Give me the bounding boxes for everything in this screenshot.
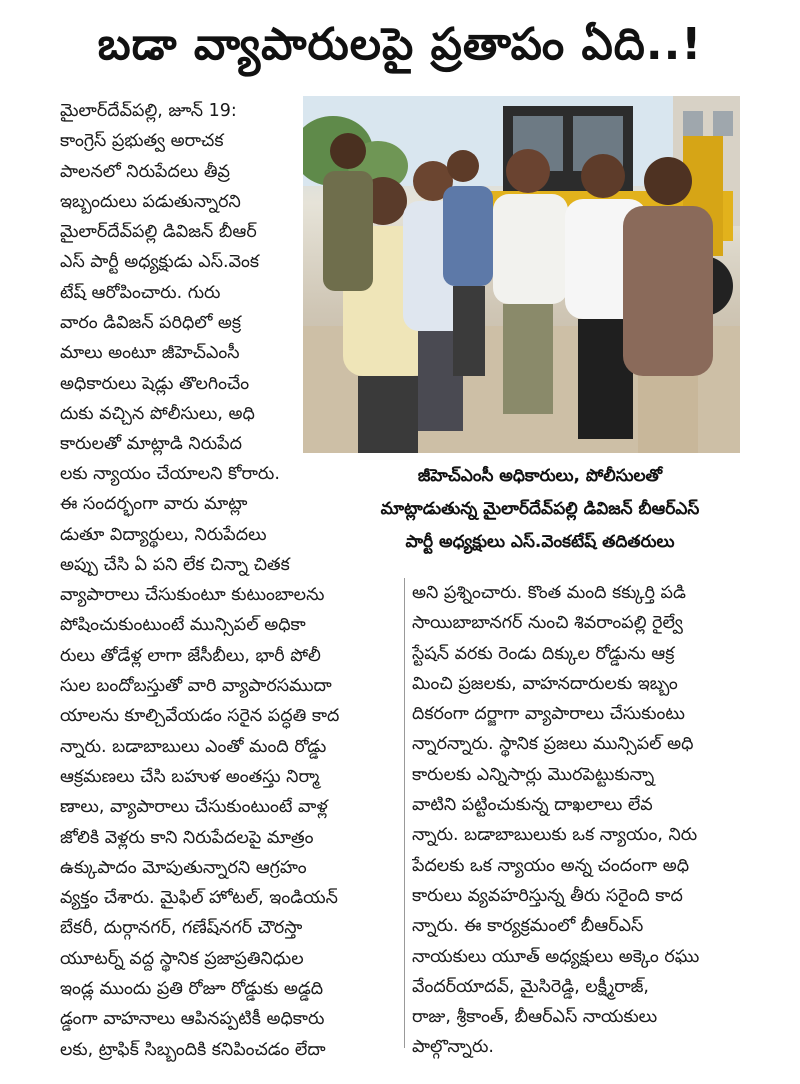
- article-line: సుల బందోబస్తుతో వారి వ్యాపారసముదా: [60, 676, 332, 697]
- article-line: మైలార్‌దేవ్‌పల్లి, జూన్ 19:: [60, 101, 237, 121]
- caption-line: పార్టీ అధ్యక్షులు ఎస్.వెంకటేష్ తదితరులు: [405, 532, 675, 552]
- article-column-right: [412, 578, 742, 1063]
- article-line: వారం డివిజన్ పరిధిలో అక్ర: [60, 313, 242, 334]
- article-line: అప్పు చేసి ఏ పని లేక చిన్నా చితక: [60, 554, 290, 575]
- caption-line: మాట్లాడుతున్న మైలార్‌దేవ్‌పల్లి డివిజన్ బీఆర్ఎస్: [380, 499, 700, 519]
- article-line: కాంగ్రెస్ ప్రభుత్వ అరాచక: [60, 131, 224, 152]
- article-line: ఇబ్బందులు పడుతున్నారని: [60, 191, 241, 212]
- headline: బడా వ్యాపారులపై ప్రతాపం ఏది..!: [97, 19, 703, 70]
- article-line: బేకరీ, దుర్గానగర్, గణేష్‌నగర్ చౌరస్తా: [60, 918, 303, 939]
- article-line: దికరంగా దర్జాగా వ్యాపారాలు చేసుకుంటు: [412, 704, 685, 725]
- article-line: వేందర్‌యాదవ్, మైసిరెడ్డి, లక్ష్మీరాజ్,: [412, 976, 649, 997]
- article-line: మాలు అంటూ జీహెచ్ఎంసీ: [60, 343, 240, 364]
- article-line: పాల్గొన్నారు.: [412, 1037, 494, 1058]
- article-line: రాజు, శ్రీకాంత్, బీఆర్ఎస్ నాయకులు: [412, 1007, 658, 1028]
- article-line: జోలికి వెళ్లరు కాని నిరుపేదలపై మాత్రం: [60, 827, 314, 848]
- article-line: వ్యక్తం చేశారు. మైఫిల్ హోటల్, ఇండియన్: [60, 888, 338, 909]
- article-line: న్నారు. బడాబాబులు ఎంతో మంది రోడ్డు: [60, 736, 327, 757]
- article-line: నాయకులు యూత్ అధ్యక్షులు అక్కెం రఘు: [412, 946, 700, 967]
- article-line: మైలార్‌దేవ్‌పల్లి డివిజన్ బీఆర్: [60, 222, 257, 243]
- article-line: డుతూ విద్యార్థులు, నిరుపేదలు: [60, 524, 267, 545]
- article-line: సాయిబాబానగర్ నుంచి శివరాంపల్లి రైల్వే: [412, 613, 683, 634]
- article-line: అని ప్రశ్నించారు. కొంత మంది కక్కుర్తి పడి: [412, 583, 686, 603]
- article-line: దుకు వచ్చిన పోలీసులు, అధి: [60, 403, 255, 424]
- article-line: డ్డంగా వాహనాలు ఆపినప్పటికీ అధికారు: [60, 1009, 325, 1030]
- article-line: పాలనలో నిరుపేదలు తీవ్ర: [60, 161, 230, 182]
- article-line: యూటర్న్ వద్ద స్థానిక ప్రజాప్రతినిధుల: [60, 948, 304, 969]
- article-line: న్నారు. ఈ కార్యక్రమంలో బీఆర్ఎస్: [412, 916, 644, 937]
- article-line: న్నారు. బడాబాబులుకు ఒక న్యాయం, నిరు: [412, 825, 698, 846]
- article-line: ఈ సందర్భంగా వారు మాట్లా: [60, 494, 248, 515]
- article-line: ణాలు, వ్యాపారాలు చేసుకుంటుంటే వాళ్ల: [60, 797, 328, 818]
- caption-line: జీహెచ్ఎంసీ అధికారులు, పోలీసులతో: [417, 466, 663, 486]
- article-line: వాటిని పట్టించుకున్న దాఖలాలు లేవ: [412, 795, 653, 816]
- article-column-left-top: [60, 96, 298, 460]
- photo-caption: [340, 460, 740, 559]
- article-line: లకు, ట్రాఫిక్ సిబ్బందికి కనిపించడం లేదా: [60, 1039, 326, 1060]
- article-line: కారులకు ఎన్నిసార్లు మొరపెట్టుకున్నా: [412, 764, 655, 785]
- article-line: ఉక్కుపాదం మోపుతున్నారని ఆగ్రహం: [60, 857, 307, 878]
- article-line: న్నారన్నారు. స్థానిక ప్రజలు మున్సిపల్ అధి: [412, 734, 694, 755]
- article-line: పోషించుకుంటుంటే మున్సిపల్ అధికా: [60, 615, 306, 636]
- column-divider: [404, 578, 405, 1048]
- article-line: ఎస్ పార్టీ అధ్యక్షుడు ఎస్.వెంక: [60, 252, 260, 273]
- article-line: మించి ప్రజలకు, వాహనదారులకు ఇబ్బం: [412, 673, 678, 694]
- article-line: లకు న్యాయం చేయాలని కోరారు.: [60, 464, 280, 484]
- article-line: వ్యాపారాలు చేసుకుంటూ కుటుంబాలను: [60, 585, 325, 606]
- article-line: యాలను కూల్చివేయడం సరైన పద్ధతి కాద: [60, 706, 340, 727]
- article-line: ఆక్రమణలు చేసి బహుళ అంతస్తు నిర్మా: [60, 766, 320, 787]
- article-line: కారులతో మాట్లాడి నిరుపేద: [60, 434, 242, 455]
- article-line: అధికారులు షెడ్లు తొలగించేం: [60, 373, 250, 394]
- article-line: రులు తోడేళ్ల లాగా జేసీబీలు, భారీ పోలీ: [60, 645, 321, 666]
- article-line: స్టేషన్ వరకు రెండు దిక్కుల రోడ్డును ఆక్ర: [412, 643, 675, 664]
- article-line: ఇండ్ల ముందు ప్రతి రోజూ రోడ్డుకు అడ్డది: [60, 979, 324, 1000]
- article-line: పేదలకు ఒక న్యాయం అన్న చందంగా అధి: [412, 855, 690, 876]
- article-column-left-bottom: [60, 459, 395, 1065]
- article-line: కారులు వ్యవహరిస్తున్న తీరు సరైంది కాద: [412, 885, 683, 906]
- article-line: టేష్ ఆరోపించారు. గురు: [60, 282, 221, 303]
- news-photo: [303, 96, 740, 453]
